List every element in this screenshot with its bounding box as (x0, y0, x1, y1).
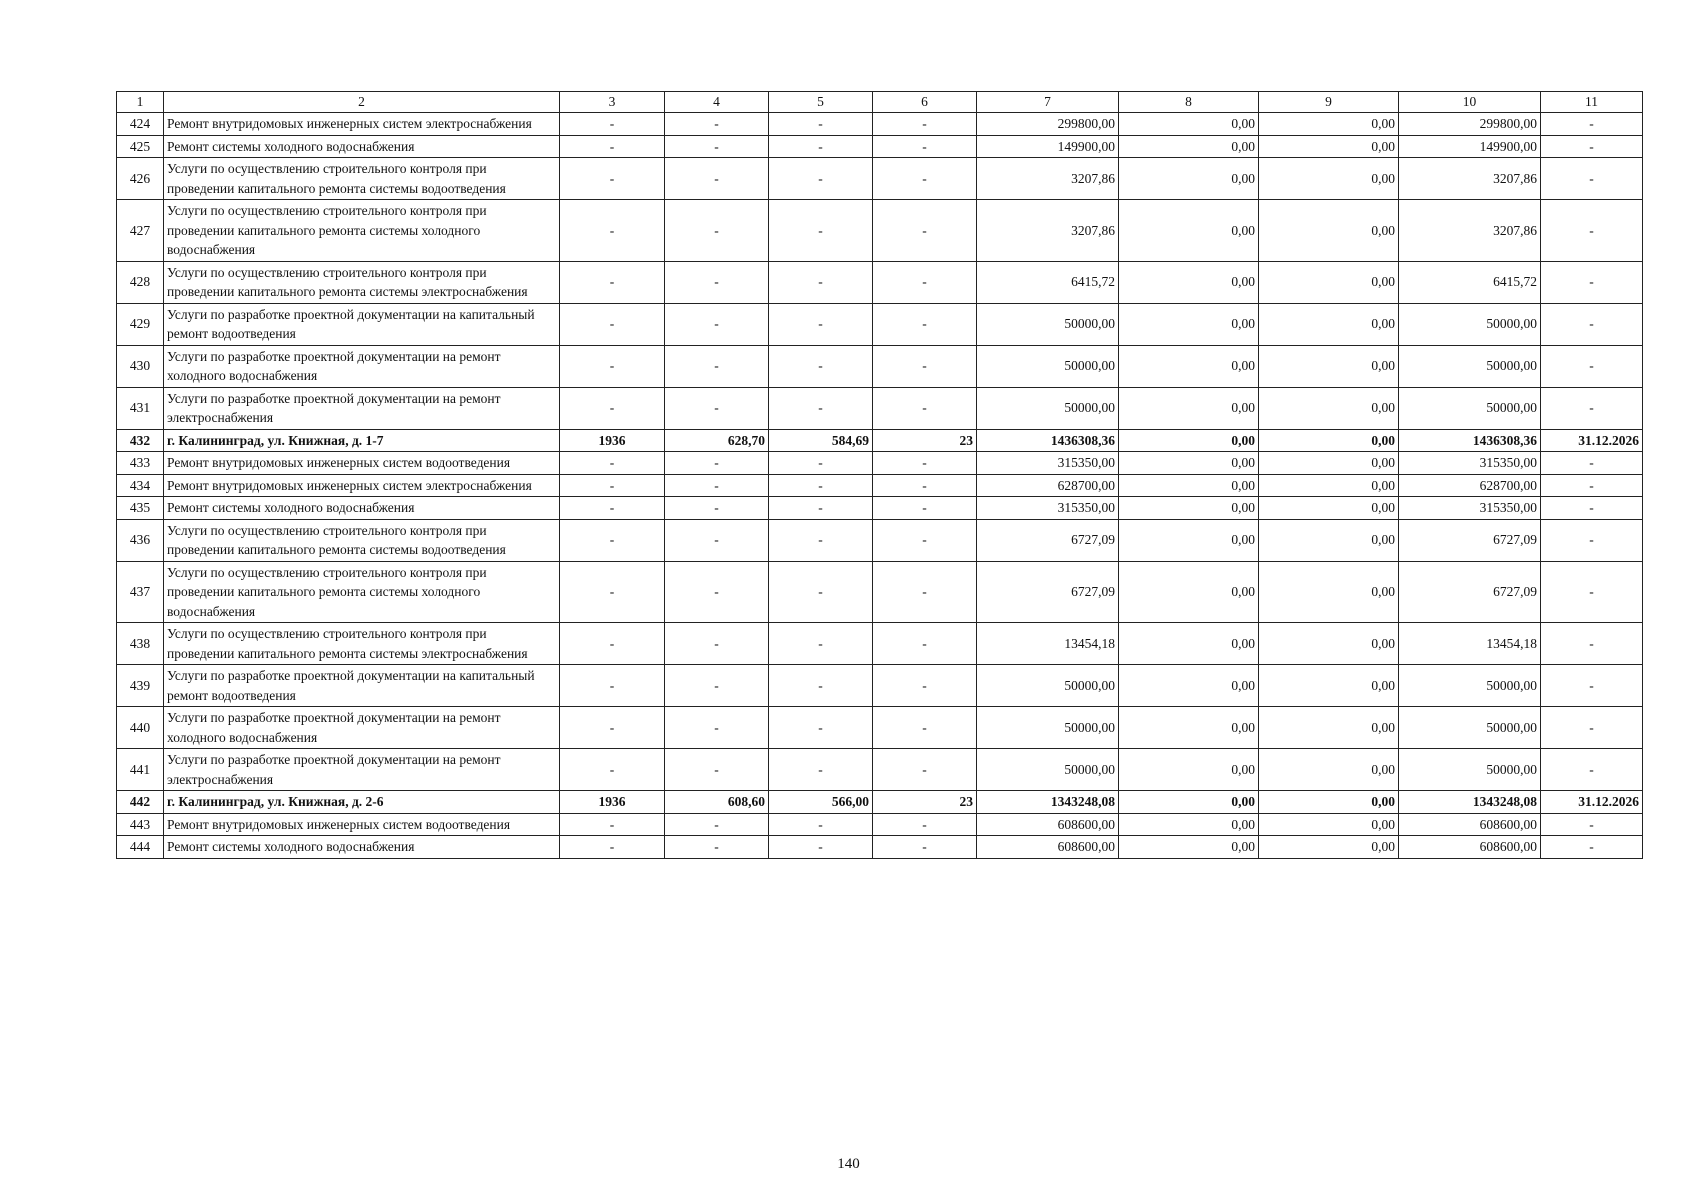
column-number-row (117, 92, 1643, 113)
cell-col-5: - (769, 836, 873, 859)
table-row (117, 474, 1643, 497)
cell-col-4: - (665, 200, 769, 262)
cell-col-7: 3207,86 (977, 158, 1119, 200)
table-row (117, 135, 1643, 158)
cell-col-11: - (1541, 665, 1643, 707)
cell-col-8: 0,00 (1119, 813, 1259, 836)
work-description: Услуги по осуществлению строительного контроля при проведении капитального ремонта системы водоотведения (164, 158, 560, 200)
cell-col-5: - (769, 561, 873, 623)
cell-col-11: - (1541, 623, 1643, 665)
cell-col-6: 23 (873, 429, 977, 452)
row-number: 434 (117, 474, 164, 497)
cell-col-9: 0,00 (1259, 813, 1399, 836)
cell-col-7: 299800,00 (977, 113, 1119, 136)
column-header: 4 (665, 92, 769, 113)
row-number: 429 (117, 303, 164, 345)
table-row (117, 387, 1643, 429)
cell-col-5: - (769, 749, 873, 791)
cell-col-6: - (873, 200, 977, 262)
cell-col-7: 50000,00 (977, 749, 1119, 791)
cell-col-9: 0,00 (1259, 303, 1399, 345)
cell-col-6: - (873, 113, 977, 136)
table-row (117, 345, 1643, 387)
cell-col-5: - (769, 665, 873, 707)
cell-col-4: - (665, 497, 769, 520)
cell-col-3: - (560, 303, 665, 345)
table-row (117, 497, 1643, 520)
row-number: 437 (117, 561, 164, 623)
cell-col-7: 315350,00 (977, 452, 1119, 475)
column-header: 5 (769, 92, 873, 113)
row-number: 443 (117, 813, 164, 836)
cell-col-6: - (873, 158, 977, 200)
cell-col-5: 584,69 (769, 429, 873, 452)
cell-col-9: 0,00 (1259, 791, 1399, 814)
cell-col-4: - (665, 303, 769, 345)
cell-col-11: - (1541, 813, 1643, 836)
table-row (117, 836, 1643, 859)
cell-col-6: - (873, 665, 977, 707)
cell-col-9: 0,00 (1259, 261, 1399, 303)
cell-col-10: 608600,00 (1399, 836, 1541, 859)
cell-col-5: - (769, 623, 873, 665)
cell-col-10: 1436308,36 (1399, 429, 1541, 452)
cell-col-9: 0,00 (1259, 452, 1399, 475)
cell-col-7: 13454,18 (977, 623, 1119, 665)
cell-col-9: 0,00 (1259, 158, 1399, 200)
address-total-row (117, 791, 1643, 814)
cell-col-3: - (560, 707, 665, 749)
cell-col-3: - (560, 665, 665, 707)
row-number: 424 (117, 113, 164, 136)
cell-col-3: - (560, 561, 665, 623)
cell-col-10: 50000,00 (1399, 345, 1541, 387)
cell-col-9: 0,00 (1259, 519, 1399, 561)
cell-col-7: 315350,00 (977, 497, 1119, 520)
cell-col-8: 0,00 (1119, 158, 1259, 200)
table-row (117, 623, 1643, 665)
cell-col-9: 0,00 (1259, 623, 1399, 665)
row-number: 438 (117, 623, 164, 665)
cell-col-11: - (1541, 200, 1643, 262)
work-description: Ремонт внутридомовых инженерных систем водоотведения (164, 452, 560, 475)
cell-col-6: - (873, 135, 977, 158)
column-header: 8 (1119, 92, 1259, 113)
work-description: г. Калининград, ул. Книжная, д. 1-7 (164, 429, 560, 452)
cell-col-4: - (665, 623, 769, 665)
column-header: 2 (164, 92, 560, 113)
cell-col-7: 608600,00 (977, 836, 1119, 859)
cell-col-3: - (560, 387, 665, 429)
cell-col-9: 0,00 (1259, 497, 1399, 520)
work-description: Услуги по осуществлению строительного контроля при проведении капитального ремонта системы электроснабжения (164, 261, 560, 303)
cell-col-4: - (665, 519, 769, 561)
row-number: 436 (117, 519, 164, 561)
cell-col-11: - (1541, 836, 1643, 859)
work-description: Услуги по разработке проектной документации на ремонт холодного водоснабжения (164, 707, 560, 749)
row-number: 426 (117, 158, 164, 200)
cell-col-3: - (560, 836, 665, 859)
cell-col-6: - (873, 813, 977, 836)
cell-col-9: 0,00 (1259, 345, 1399, 387)
cell-col-3: - (560, 452, 665, 475)
cell-col-8: 0,00 (1119, 200, 1259, 262)
work-description: Услуги по осуществлению строительного контроля при проведении капитального ремонта системы холодного водоснабжения (164, 200, 560, 262)
column-header: 7 (977, 92, 1119, 113)
table-row (117, 665, 1643, 707)
cell-col-8: 0,00 (1119, 135, 1259, 158)
cell-col-5: - (769, 113, 873, 136)
cell-col-5: - (769, 158, 873, 200)
cell-col-3: - (560, 749, 665, 791)
cell-col-7: 3207,86 (977, 200, 1119, 262)
cell-col-5: - (769, 813, 873, 836)
cell-col-8: 0,00 (1119, 665, 1259, 707)
work-description: Услуги по разработке проектной документации на ремонт холодного водоснабжения (164, 345, 560, 387)
table-row (117, 200, 1643, 262)
cell-col-7: 50000,00 (977, 303, 1119, 345)
cell-col-5: - (769, 452, 873, 475)
column-header: 3 (560, 92, 665, 113)
cell-col-8: 0,00 (1119, 749, 1259, 791)
row-number: 430 (117, 345, 164, 387)
cell-col-11: - (1541, 452, 1643, 475)
cell-col-10: 1343248,08 (1399, 791, 1541, 814)
table-row (117, 452, 1643, 475)
cell-col-8: 0,00 (1119, 623, 1259, 665)
cell-col-6: - (873, 749, 977, 791)
cell-col-5: - (769, 345, 873, 387)
work-description: Ремонт внутридомовых инженерных систем электроснабжения (164, 113, 560, 136)
cell-col-6: - (873, 474, 977, 497)
cell-col-6: - (873, 561, 977, 623)
cell-col-5: - (769, 303, 873, 345)
column-header: 11 (1541, 92, 1643, 113)
work-description: Ремонт внутридомовых инженерных систем водоотведения (164, 813, 560, 836)
cell-col-6: - (873, 836, 977, 859)
cell-col-5: - (769, 707, 873, 749)
cell-col-7: 6727,09 (977, 519, 1119, 561)
cell-col-6: - (873, 623, 977, 665)
cell-col-9: 0,00 (1259, 836, 1399, 859)
work-description: Услуги по осуществлению строительного контроля при проведении капитального ремонта системы электроснабжения (164, 623, 560, 665)
column-header: 9 (1259, 92, 1399, 113)
cell-col-6: - (873, 707, 977, 749)
work-schedule-table (116, 91, 1643, 859)
row-number: 425 (117, 135, 164, 158)
row-number: 439 (117, 665, 164, 707)
column-header: 1 (117, 92, 164, 113)
cell-col-11: - (1541, 135, 1643, 158)
column-header: 10 (1399, 92, 1541, 113)
table-row (117, 813, 1643, 836)
row-number: 435 (117, 497, 164, 520)
cell-col-7: 149900,00 (977, 135, 1119, 158)
row-number: 444 (117, 836, 164, 859)
cell-col-6: - (873, 303, 977, 345)
row-number: 431 (117, 387, 164, 429)
cell-col-10: 315350,00 (1399, 497, 1541, 520)
work-description: Ремонт системы холодного водоснабжения (164, 836, 560, 859)
work-description: Услуги по разработке проектной документации на капитальный ремонт водоотведения (164, 303, 560, 345)
work-description: Услуги по разработке проектной документации на капитальный ремонт водоотведения (164, 665, 560, 707)
cell-col-11: - (1541, 158, 1643, 200)
cell-col-7: 1436308,36 (977, 429, 1119, 452)
cell-col-6: - (873, 387, 977, 429)
cell-col-9: 0,00 (1259, 561, 1399, 623)
cell-col-4: - (665, 561, 769, 623)
cell-col-4: 608,60 (665, 791, 769, 814)
cell-col-7: 50000,00 (977, 345, 1119, 387)
cell-col-10: 3207,86 (1399, 158, 1541, 200)
cell-col-6: - (873, 452, 977, 475)
work-description: Услуги по разработке проектной документации на ремонт электроснабжения (164, 749, 560, 791)
table-row (117, 749, 1643, 791)
cell-col-4: - (665, 387, 769, 429)
cell-col-3: - (560, 200, 665, 262)
cell-col-10: 6727,09 (1399, 519, 1541, 561)
cell-col-7: 608600,00 (977, 813, 1119, 836)
cell-col-8: 0,00 (1119, 113, 1259, 136)
cell-col-11: - (1541, 261, 1643, 303)
table-body (117, 113, 1643, 859)
cell-col-4: 628,70 (665, 429, 769, 452)
row-number: 440 (117, 707, 164, 749)
cell-col-4: - (665, 749, 769, 791)
cell-col-4: - (665, 135, 769, 158)
work-description: Ремонт системы холодного водоснабжения (164, 135, 560, 158)
cell-col-4: - (665, 261, 769, 303)
cell-col-8: 0,00 (1119, 345, 1259, 387)
cell-col-5: - (769, 497, 873, 520)
cell-col-8: 0,00 (1119, 429, 1259, 452)
table-row (117, 113, 1643, 136)
cell-col-3: - (560, 113, 665, 136)
cell-col-4: - (665, 345, 769, 387)
cell-col-8: 0,00 (1119, 387, 1259, 429)
cell-col-11: 31.12.2026 (1541, 791, 1643, 814)
cell-col-10: 608600,00 (1399, 813, 1541, 836)
table-row (117, 158, 1643, 200)
table-row (117, 561, 1643, 623)
cell-col-10: 628700,00 (1399, 474, 1541, 497)
cell-col-8: 0,00 (1119, 561, 1259, 623)
cell-col-3: 1936 (560, 429, 665, 452)
cell-col-9: 0,00 (1259, 135, 1399, 158)
cell-col-10: 50000,00 (1399, 303, 1541, 345)
cell-col-8: 0,00 (1119, 836, 1259, 859)
cell-col-9: 0,00 (1259, 474, 1399, 497)
column-header: 6 (873, 92, 977, 113)
cell-col-8: 0,00 (1119, 707, 1259, 749)
cell-col-8: 0,00 (1119, 519, 1259, 561)
cell-col-5: - (769, 200, 873, 262)
cell-col-11: - (1541, 113, 1643, 136)
cell-col-11: - (1541, 345, 1643, 387)
cell-col-11: 31.12.2026 (1541, 429, 1643, 452)
cell-col-8: 0,00 (1119, 791, 1259, 814)
page-number: 140 (837, 1156, 860, 1172)
cell-col-4: - (665, 665, 769, 707)
cell-col-8: 0,00 (1119, 452, 1259, 475)
row-number: 428 (117, 261, 164, 303)
cell-col-5: - (769, 261, 873, 303)
cell-col-11: - (1541, 387, 1643, 429)
row-number: 432 (117, 429, 164, 452)
cell-col-7: 6415,72 (977, 261, 1119, 303)
cell-col-6: - (873, 497, 977, 520)
cell-col-11: - (1541, 749, 1643, 791)
cell-col-10: 50000,00 (1399, 387, 1541, 429)
cell-col-4: - (665, 452, 769, 475)
cell-col-4: - (665, 113, 769, 136)
cell-col-8: 0,00 (1119, 497, 1259, 520)
cell-col-8: 0,00 (1119, 303, 1259, 345)
work-description: Услуги по осуществлению строительного контроля при проведении капитального ремонта системы холодного водоснабжения (164, 561, 560, 623)
cell-col-9: 0,00 (1259, 749, 1399, 791)
cell-col-11: - (1541, 561, 1643, 623)
cell-col-8: 0,00 (1119, 474, 1259, 497)
cell-col-4: - (665, 707, 769, 749)
cell-col-4: - (665, 813, 769, 836)
cell-col-5: - (769, 135, 873, 158)
cell-col-6: 23 (873, 791, 977, 814)
cell-col-7: 50000,00 (977, 387, 1119, 429)
work-description: Услуги по разработке проектной документации на ремонт электроснабжения (164, 387, 560, 429)
address-total-row (117, 429, 1643, 452)
cell-col-7: 6727,09 (977, 561, 1119, 623)
work-description: Ремонт внутридомовых инженерных систем электроснабжения (164, 474, 560, 497)
cell-col-9: 0,00 (1259, 113, 1399, 136)
cell-col-10: 315350,00 (1399, 452, 1541, 475)
cell-col-4: - (665, 836, 769, 859)
cell-col-5: - (769, 474, 873, 497)
row-number: 441 (117, 749, 164, 791)
cell-col-3: - (560, 345, 665, 387)
cell-col-6: - (873, 519, 977, 561)
cell-col-7: 50000,00 (977, 665, 1119, 707)
cell-col-3: 1936 (560, 791, 665, 814)
cell-col-3: - (560, 813, 665, 836)
table-row (117, 519, 1643, 561)
row-number: 427 (117, 200, 164, 262)
cell-col-3: - (560, 158, 665, 200)
cell-col-11: - (1541, 497, 1643, 520)
cell-col-4: - (665, 474, 769, 497)
cell-col-10: 149900,00 (1399, 135, 1541, 158)
cell-col-10: 50000,00 (1399, 749, 1541, 791)
cell-col-4: - (665, 158, 769, 200)
cell-col-10: 50000,00 (1399, 707, 1541, 749)
cell-col-10: 299800,00 (1399, 113, 1541, 136)
cell-col-3: - (560, 519, 665, 561)
cell-col-10: 6415,72 (1399, 261, 1541, 303)
table-row (117, 261, 1643, 303)
cell-col-8: 0,00 (1119, 261, 1259, 303)
cell-col-11: - (1541, 707, 1643, 749)
cell-col-7: 1343248,08 (977, 791, 1119, 814)
cell-col-3: - (560, 261, 665, 303)
cell-col-11: - (1541, 303, 1643, 345)
cell-col-3: - (560, 135, 665, 158)
cell-col-9: 0,00 (1259, 200, 1399, 262)
cell-col-10: 50000,00 (1399, 665, 1541, 707)
cell-col-10: 13454,18 (1399, 623, 1541, 665)
cell-col-11: - (1541, 474, 1643, 497)
cell-col-7: 628700,00 (977, 474, 1119, 497)
work-description: Услуги по осуществлению строительного контроля при проведении капитального ремонта системы водоотведения (164, 519, 560, 561)
cell-col-7: 50000,00 (977, 707, 1119, 749)
cell-col-10: 6727,09 (1399, 561, 1541, 623)
row-number: 433 (117, 452, 164, 475)
table-row (117, 707, 1643, 749)
cell-col-5: - (769, 519, 873, 561)
cell-col-11: - (1541, 519, 1643, 561)
cell-col-3: - (560, 623, 665, 665)
cell-col-9: 0,00 (1259, 665, 1399, 707)
cell-col-9: 0,00 (1259, 429, 1399, 452)
work-description: г. Калининград, ул. Книжная, д. 2-6 (164, 791, 560, 814)
work-description: Ремонт системы холодного водоснабжения (164, 497, 560, 520)
table-row (117, 303, 1643, 345)
cell-col-6: - (873, 345, 977, 387)
cell-col-3: - (560, 474, 665, 497)
cell-col-9: 0,00 (1259, 387, 1399, 429)
cell-col-10: 3207,86 (1399, 200, 1541, 262)
cell-col-9: 0,00 (1259, 707, 1399, 749)
cell-col-5: - (769, 387, 873, 429)
cell-col-3: - (560, 497, 665, 520)
cell-col-5: 566,00 (769, 791, 873, 814)
row-number: 442 (117, 791, 164, 814)
cell-col-6: - (873, 261, 977, 303)
